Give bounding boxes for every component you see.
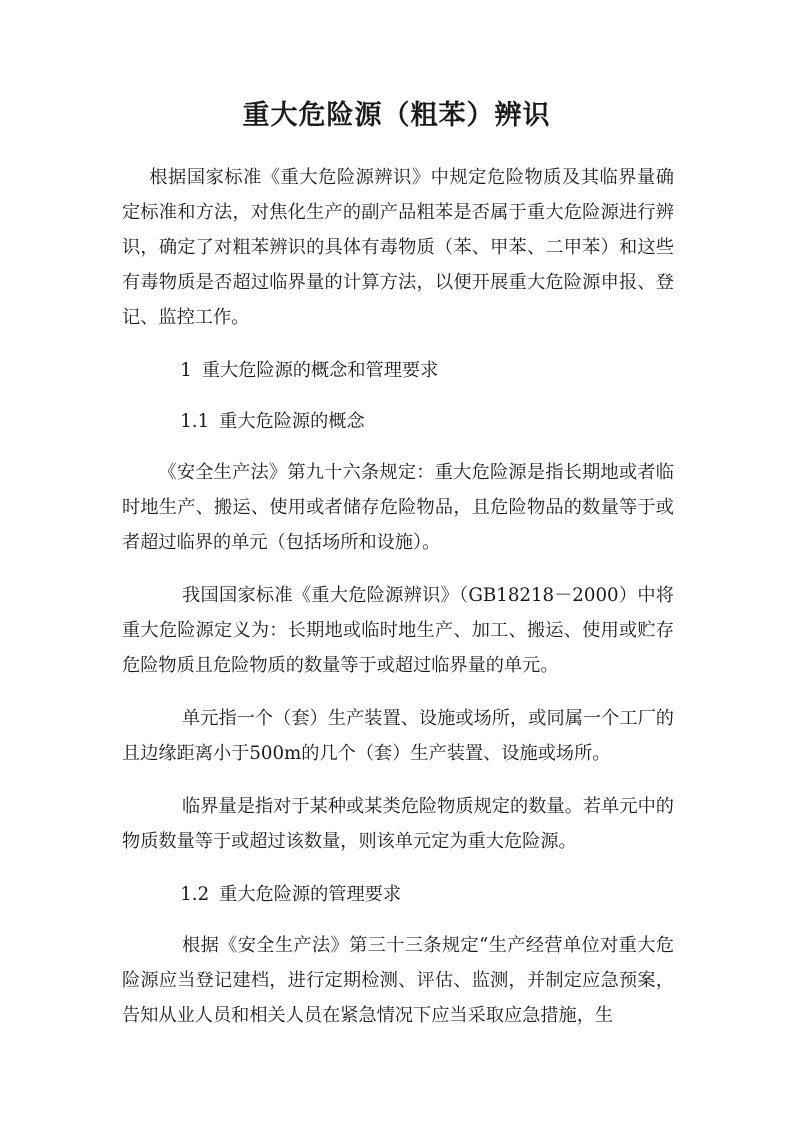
section-1-heading — [122, 353, 674, 388]
intro-paragraph: 根据国家标准《重大危险源辨识》中规定危险物质及其临界量确定标准和方法，对焦化生产的副产品粗苯是否属于重大危险源进行辨识，确定了对粗苯辨识的具体有毒物质（苯、甲苯、二甲苯）和这些有毒物质是否超过临界量的计算方法，以便开展重大危险源申报、登记、监控工作。 — [122, 167, 674, 328]
section-1-2-number: 1.2 — [180, 884, 210, 905]
standard-definition-paragraph: 我国国家标准《重大危险源辨识》（GB18218－2000）中将重大危险源定义为：长期地或临时地生产、加工、搬运、使用或贮存危险物质且危险物质的数量等于或超过临界量的单元。 — [122, 585, 674, 676]
document-body — [122, 160, 674, 1051]
section-1-2-title: 重大危险源的管理要求 — [219, 884, 402, 905]
section-1-1-number: 1.1 — [180, 411, 210, 432]
section-1-2-heading — [122, 877, 674, 912]
management-requirements-paragraph: 根据《安全生产法》第三十三条规定“生产经营单位对重大危险源应当登记建档，进行定期检测、评估、监测，并制定应急预案，告知从业人员和相关人员在紧急情况下应当采取应急措施，生 — [122, 935, 674, 1026]
section-1-1-title: 重大危险源的概念 — [219, 411, 365, 432]
law-definition-paragraph: 《安全生产法》第九十六条规定：重大危险源是指长期地或者临时地生产、搬运、使用或者储存危险物品，且危险物品的数量等于或者超过临界的单元（包括场所和设施）。 — [122, 462, 674, 553]
section-1-title: 重大危险源的概念和管理要求 — [201, 360, 439, 381]
critical-quantity-paragraph: 临界量是指对于某种或某类危险物质规定的数量。若单元中的物质数量等于或超过该数量，则该单元定为重大危险源。 — [122, 796, 674, 852]
section-1-number: 1 — [180, 360, 192, 381]
section-1-1-heading — [122, 404, 674, 439]
unit-definition-paragraph: 单元指一个（套）生产装置、设施或场所，或同属一个工厂的且边缘距离小于500m的几个（套）生产装置、设施或场所。 — [122, 708, 674, 764]
document-title: 重大危险源（粗苯）辨识 — [242, 100, 551, 131]
